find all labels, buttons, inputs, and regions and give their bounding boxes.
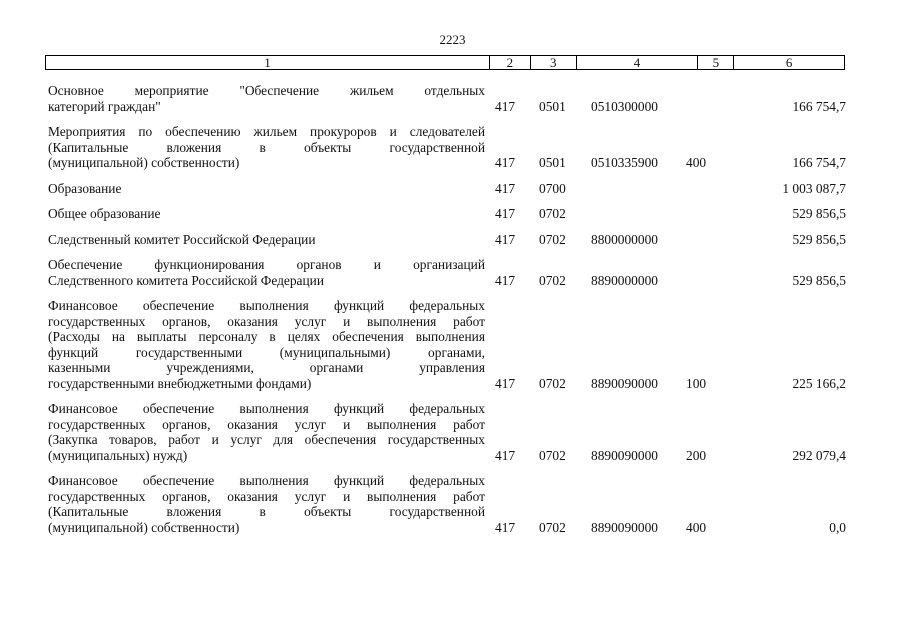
row-name-line: (Капитальные вложения в объекты государственной: [48, 139, 485, 155]
row-name: [48, 181, 485, 197]
page-number: 2223: [439, 32, 466, 47]
row-name-line: Финансовое обеспечение выполнения функций федеральных: [48, 298, 485, 313]
cell-c4: 8890000000: [591, 272, 658, 288]
cell-c4: 8890090000: [591, 519, 658, 535]
cell-c3: 0501: [539, 155, 566, 170]
cell-c5: 400: [686, 155, 707, 170]
row-name-line: Финансовое обеспечение выполнения функций федеральных: [48, 401, 485, 416]
cell-c3: 0501: [539, 98, 566, 114]
cell-c5: 200: [686, 447, 707, 463]
cell-c4: 8890090000: [591, 375, 658, 391]
cell-c6: 166 754,7: [792, 155, 846, 170]
header-col-5: 5: [698, 56, 734, 69]
cell-c6: 225 166,2: [792, 375, 846, 391]
cell-c2: 417: [495, 519, 516, 535]
cell-c3: 0702: [539, 375, 566, 391]
header-col-1: 1: [46, 56, 490, 69]
row-name-line: государственных органов, оказания услуг и выполнения работ: [48, 488, 485, 504]
row-name-line: Общее образование: [48, 206, 161, 221]
table-row: [48, 124, 848, 171]
row-name: [48, 473, 485, 535]
row-name: [48, 232, 485, 248]
row-name-line: (муниципальных) нужд): [48, 447, 188, 463]
row-name: [48, 206, 485, 222]
table-body: [48, 83, 848, 545]
cell-c6: 166 754,7: [792, 98, 846, 114]
cell-c4: 0510335900: [591, 155, 658, 170]
table-row: [48, 83, 848, 114]
cell-c3: 0702: [539, 519, 566, 535]
header-col-2: 2: [490, 56, 531, 69]
cell-c3: 0702: [539, 272, 566, 288]
cell-c4: 8800000000: [591, 231, 658, 247]
cell-c6: 292 079,4: [792, 447, 846, 463]
row-name-line: (Расходы на выплаты персоналу в целях обеспечения выполнения: [48, 329, 485, 344]
table-row: [48, 181, 848, 197]
row-name-line: Образование: [48, 180, 122, 196]
row-name-line: казенными учреждениями, органами управления: [48, 360, 485, 375]
cell-c2: 417: [495, 180, 516, 196]
row-name-line: категорий граждан": [48, 98, 161, 114]
cell-c6: 529 856,5: [792, 231, 846, 247]
cell-c6: 529 856,5: [792, 206, 846, 221]
cell-c3: 0702: [539, 206, 566, 221]
table-row: [48, 257, 848, 288]
header-col-4: 4: [577, 56, 699, 69]
row-name-line: Мероприятия по обеспечению жильем прокуроров и следователей: [48, 124, 485, 139]
row-name-line: Следственный комитет Российской Федерации: [48, 231, 316, 247]
row-name-line: Финансовое обеспечение выполнения функций федеральных: [48, 473, 485, 488]
row-name-line: (муниципальной) собственности): [48, 155, 240, 170]
table-row: [48, 206, 848, 222]
cell-c3: 0702: [539, 447, 566, 463]
row-name-line: государственных органов, оказания услуг и выполнения работ: [48, 416, 485, 432]
cell-c3: 0702: [539, 231, 566, 247]
header-col-3: 3: [531, 56, 577, 69]
cell-c2: 417: [495, 155, 516, 170]
table-header: [45, 55, 845, 70]
cell-c5: 400: [686, 519, 707, 535]
cell-c2: 417: [495, 447, 516, 463]
row-name-line: государственных органов, оказания услуг и выполнения работ: [48, 313, 485, 329]
row-name: [48, 83, 485, 114]
cell-c2: 417: [495, 375, 516, 391]
cell-c2: 417: [495, 98, 516, 114]
row-name-line: государственными внебюджетными фондами): [48, 375, 312, 391]
row-name-line: Основное мероприятие "Обеспечение жильем отдельных: [48, 83, 485, 98]
row-name: [48, 124, 485, 171]
row-name-line: функций государственными (муниципальными) органами,: [48, 344, 485, 360]
cell-c2: 417: [495, 206, 516, 221]
table-row: [48, 473, 848, 535]
table-row: [48, 401, 848, 463]
row-name-line: (муниципальной) собственности): [48, 519, 240, 535]
row-name-line: Обеспечение функционирования органов и организаций: [48, 257, 485, 272]
cell-c4: 8890090000: [591, 447, 658, 463]
cell-c2: 417: [495, 272, 516, 288]
row-name-line: (Закупка товаров, работ и услуг для обеспечения государственных: [48, 432, 485, 447]
table-row: [48, 232, 848, 248]
row-name: [48, 401, 485, 463]
row-name-line: Следственного комитета Российской Федерации: [48, 272, 324, 288]
cell-c6: 1 003 087,7: [782, 180, 846, 196]
cell-c2: 417: [495, 231, 516, 247]
cell-c5: 100: [686, 375, 707, 391]
cell-c4: 0510300000: [591, 98, 658, 114]
row-name: [48, 298, 485, 391]
row-name-line: (Капитальные вложения в объекты государственной: [48, 504, 485, 519]
cell-c3: 0700: [539, 180, 566, 196]
cell-c6: 529 856,5: [792, 272, 846, 288]
cell-c6: 0,0: [829, 519, 846, 535]
table-row: [48, 298, 848, 391]
row-name: [48, 257, 485, 288]
header-col-6: 6: [785, 55, 793, 70]
